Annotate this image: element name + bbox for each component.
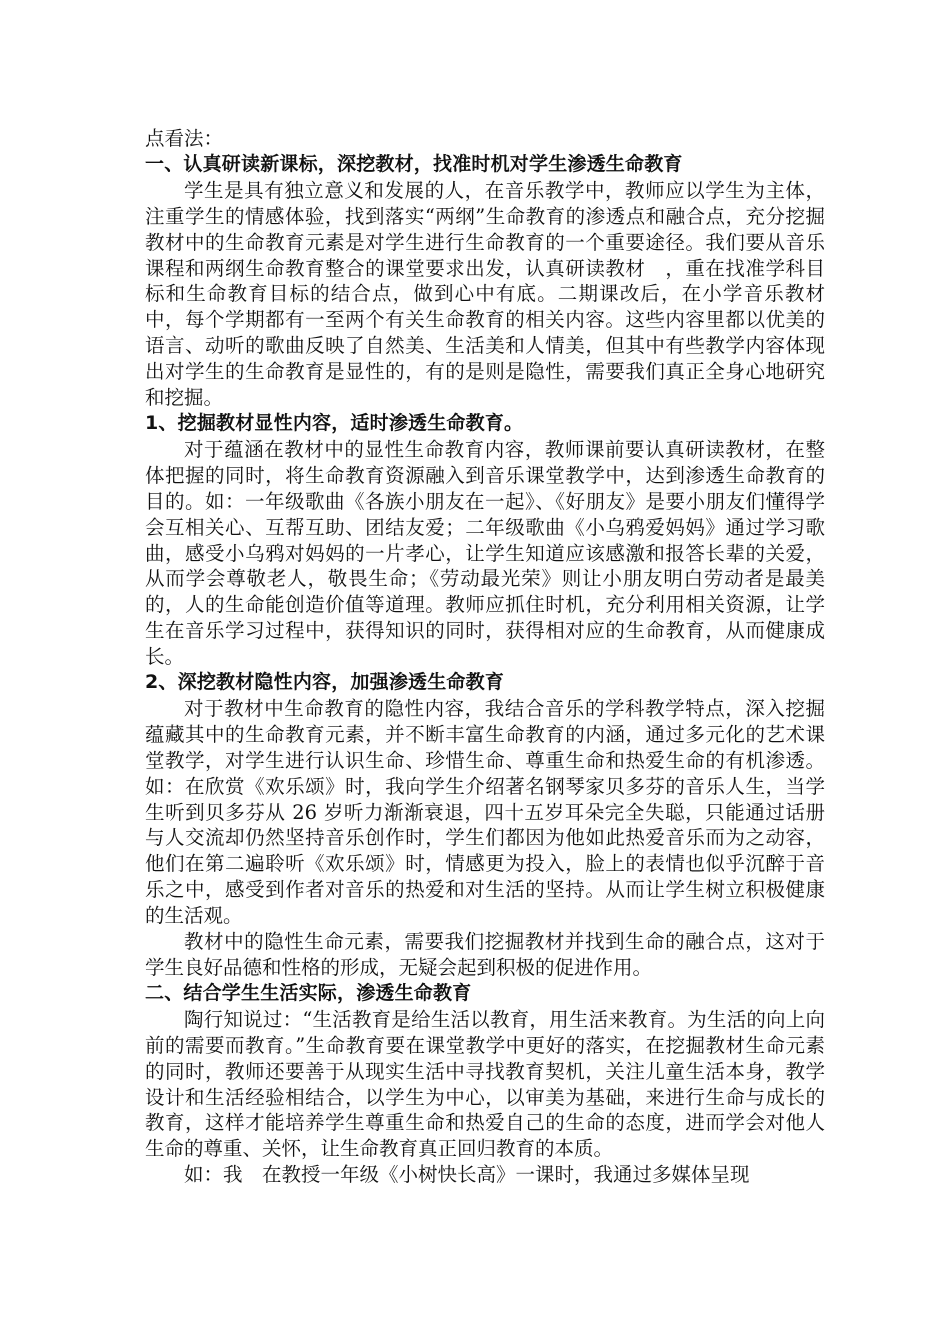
subsection-heading-2: 2、深挖教材隐性内容，加强渗透生命教育 [145, 671, 505, 694]
paragraph: 对于教材中生命教育的隐性内容，我结合音乐的学科教学特点，深入挖掘蕴藏其中的生命教育元素，并不断丰富生命教育的内涵，通过多元化的艺术课堂教学，对学生进行认识生命、珍惜生命、尊重生命和热爱生命的有机渗透。如：在欣赏《欢乐颂》时，我向学生介绍著名钢琴家贝多芬的音乐人生，当学生听到贝多芬从 26 岁听力渐渐衰退，四十五岁耳朵完全失聪，只能通过话册与人交流却仍然坚持音乐创作时，学生们都因为他如此热爱音乐而为之动容，他们在第二遍聆听《欢乐颂》时，情感更为投入，脸上的表情也似乎沉醉于音乐之中，感受到作者对音乐的热爱和对生活的坚持。从而让学生树立积极健康的生活观。 [145, 696, 825, 928]
section-heading-1: 一、认真研读新课标，深挖教材，找准时机对学生渗透生命教育 [145, 152, 683, 175]
paragraph: 如：我 在教授一年级《小树快长高》一课时，我通过多媒体呈现 [184, 1163, 750, 1187]
paragraph: 对于蕴涵在教材中的显性生命教育内容，教师课前要认真研读教材，在整体把握的同时，将生命教育资源融入到音乐课堂教学中，达到渗透生命教育的目的。如：一年级歌曲《各族小朋友在一起》、《好朋友》是要小朋友们懂得学会互相关心、互帮互助、团结友爱；二年级歌曲《小乌鸦爱妈妈》通过学习歌曲，感受小乌鸦对妈妈的一片孝心，让学生知道应该感激和报答长辈的关爱，从而学会尊敬老人，敬畏生命；《劳动最光荣》则让小朋友明白劳动者是最美的，人的生命能创造价值等道理。教师应抓住时机，充分利用相关资源，让学生在音乐学习过程中，获得知识的同时，获得相对应的生命教育，从而健康成长。 [145, 437, 825, 669]
paragraph: 教材中的隐性生命元素，需要我们挖掘教材并找到生命的融合点，这对于学生良好品德和性格的形成，无疑会起到积极的促进作用。 [145, 930, 825, 979]
document-body [145, 126, 825, 1188]
paragraph: 学生是具有独立意义和发展的人，在音乐教学中，教师应以学生为主体，注重学生的情感体验，找到落实“两纲”生命教育的渗透点和融合点，充分挖掘教材中的生命教育元素是对学生进行生命教育的一个重要途径。我们要从音乐课程和两纲生命教育整合的课堂要求出发，认真研读教材 ，重在找准学科目标和生命教育目标的结合点，做到心中有底。二期课改后，在小学音乐教材中，每个学期都有一至两个有关生命教育的相关内容。这些内容里都以优美的语言、动听的歌曲反映了自然美、生活美和人情美，但其中有些教学内容体现出对学生的生命教育是显性的，有的是则是隐性，需要我们真正全身心地研究和挖掘。 [145, 178, 825, 410]
paragraph: 陶行知说过：“生活教育是给生活以教育，用生活来教育。为生活的向上向前的需要而教育。”生命教育要在课堂教学中更好的落实，在挖掘教材生命元素的同时，教师还要善于从现实生活中寻找教育契机，关注儿童生活本身，教学设计和生活经验相结合，以学生为中心，以审美为基础，来进行生命与成长的教育，这样才能培养学生尊重生命和热爱自己的生命的态度，进而学会对他人生命的尊重、关怀，让生命教育真正回归教育的本质。 [145, 1007, 825, 1161]
section-heading-2: 二、结合学生生活实际，渗透生命教育 [145, 981, 472, 1004]
paragraph-continuation: 点看法： [145, 127, 224, 150]
subsection-heading-1: 1、挖掘教材显性内容，适时渗透生命教育。 [145, 411, 524, 434]
